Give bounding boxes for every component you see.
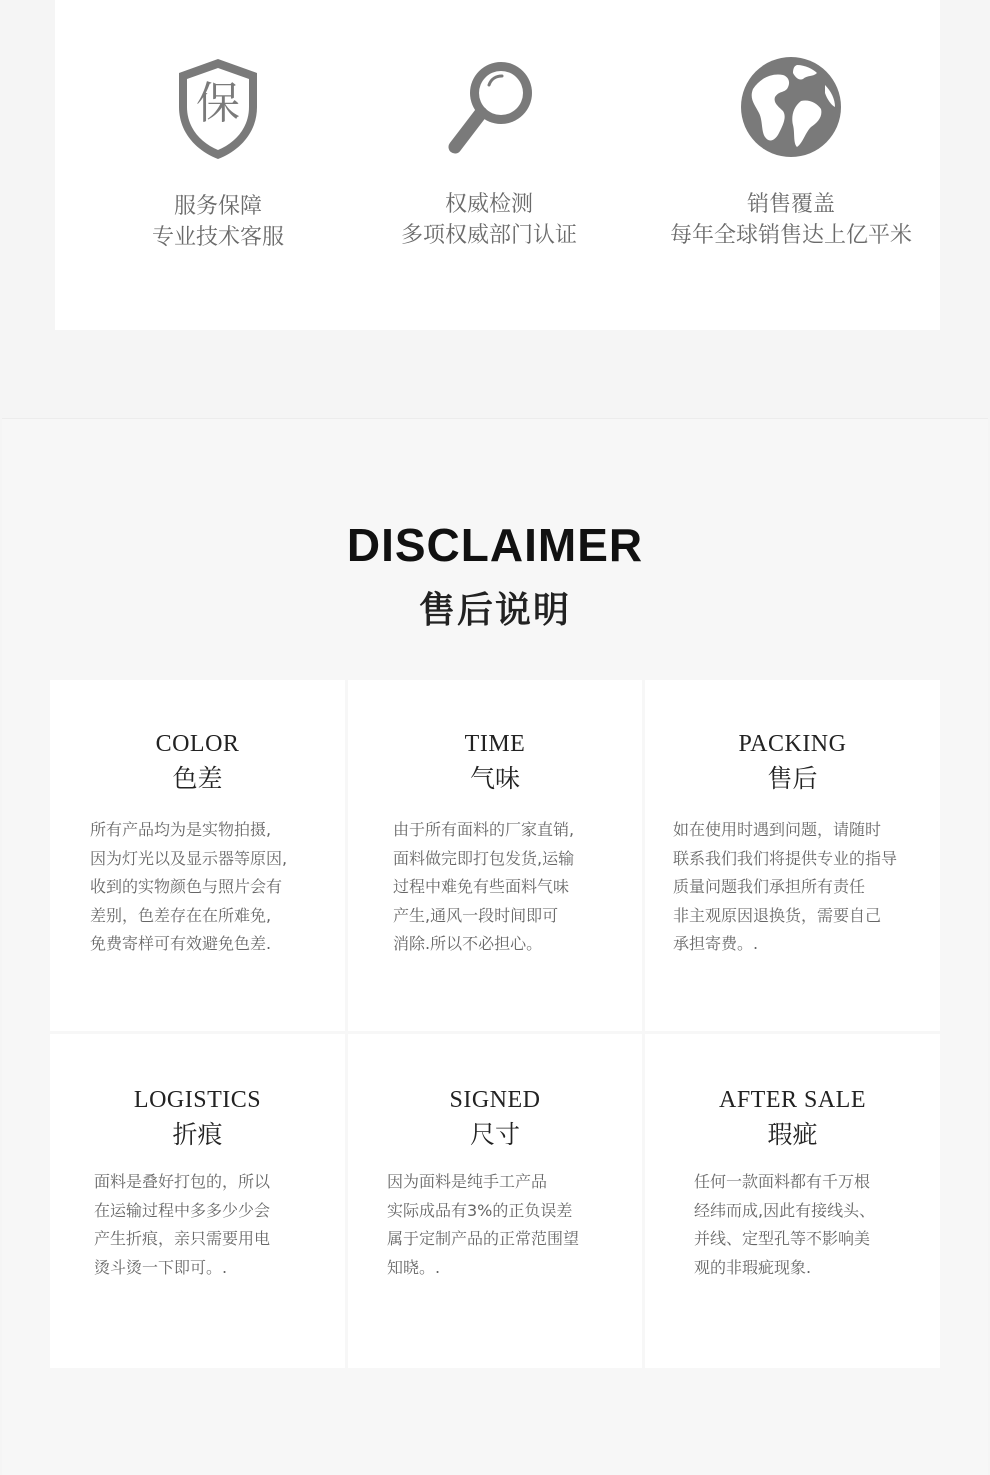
card-line: 任何一款面料都有千万根 [694,1172,871,1191]
card-line: 差别，色差存在在所难免, [90,905,272,925]
card-packing [645,680,940,1031]
feature-subtitle: 多项权威部门认证 [400,223,577,248]
shield-icon [163,54,273,164]
card-line: 联系我们我们将提供专业的指导 [673,848,898,868]
card-body [694,1168,875,1282]
card-body [90,816,287,959]
card-title-cn: 折痕 [172,1120,223,1149]
card-line: 非主观原因退换货，需要自己 [673,905,882,925]
shield-char: 保 [196,78,240,129]
disclaimer-title-en: DISCLAIMER [346,519,644,571]
feature-subtitle: 专业技术客服 [151,225,284,250]
section-gap [0,330,990,418]
card-line: 产生折痕，亲只需要用电 [94,1229,271,1248]
feature-title: 销售覆盖 [746,192,835,217]
magnifier-icon [434,52,544,162]
card-body [673,816,897,959]
disclaimer-grid [50,680,940,1368]
feature-service-text [68,191,368,253]
card-line: 质量问题我们承担所有责任 [673,877,866,896]
card-line: 面料做完即打包发货,运输 [393,848,575,868]
card-line: 过程中难免有些面料气味 [393,877,570,896]
feature-coverage-text [641,189,941,251]
card-title-en: TIME [464,731,526,757]
card-title-en: COLOR [155,731,240,757]
card-title-en: LOGISTICS [133,1087,262,1113]
card-line: 观的非瑕疵现象. [694,1257,812,1277]
card-line: 烫斗烫一下即可。. [94,1257,228,1277]
card-line: 因为面料是纯手工产品 [387,1172,548,1191]
card-logistics [50,1034,345,1368]
card-line: 由于所有面料的厂家直销, [393,820,575,839]
feature-title: 服务保障 [173,194,262,219]
card-body [94,1168,270,1282]
card-color [50,680,345,1031]
card-line: 承担寄费。. [673,934,759,953]
card-line: 经纬而成,因此有接线头、 [694,1200,876,1220]
card-line: 免费寄样可有效避免色差. [90,934,272,953]
card-line: 收到的实物颜色与照片会有 [90,877,283,896]
globe-icon [736,52,846,162]
card-line: 实际成品有3%的正负误差 [387,1200,573,1220]
feature-title: 权威检测 [444,192,533,217]
card-title-en: PACKING [738,731,847,757]
card-title-cn: 气味 [469,764,520,793]
card-title-en: AFTER SALE [718,1087,866,1113]
card-signed [348,1034,642,1368]
card-line: 在运输过程中多多少少会 [94,1200,271,1220]
card-time [348,680,642,1031]
card-line: 如在使用时遇到问题，请随时 [673,820,882,839]
feature-subtitle: 每年全球销售达上亿平米 [669,223,912,248]
card-line: 消除.所以不必担心。 [393,934,543,953]
card-line: 属于定制产品的正常范围望 [387,1229,580,1248]
card-body [387,1168,579,1282]
card-line: 因为灯光以及显示器等原因, [90,848,288,868]
card-body [393,816,574,959]
card-line: 产生,通风一段时间即可 [393,905,559,925]
card-line: 知晓。. [387,1257,441,1277]
card-title-cn: 瑕疵 [767,1120,818,1149]
disclaimer-title-cn: 售后说明 [418,590,571,631]
card-title-cn: 色差 [172,764,223,793]
card-line: 所有产品均为是实物拍摄, [90,820,272,839]
card-line: 面料是叠好打包的，所以 [94,1172,271,1191]
service-panel [55,0,940,330]
card-after-sale [645,1034,940,1368]
feature-inspection-text [339,189,639,251]
card-title-en: SIGNED [449,1087,541,1113]
card-line: 并线、定型孔等不影响美 [694,1229,871,1248]
card-title-cn: 售后 [767,764,818,793]
card-title-cn: 尺寸 [469,1120,520,1149]
